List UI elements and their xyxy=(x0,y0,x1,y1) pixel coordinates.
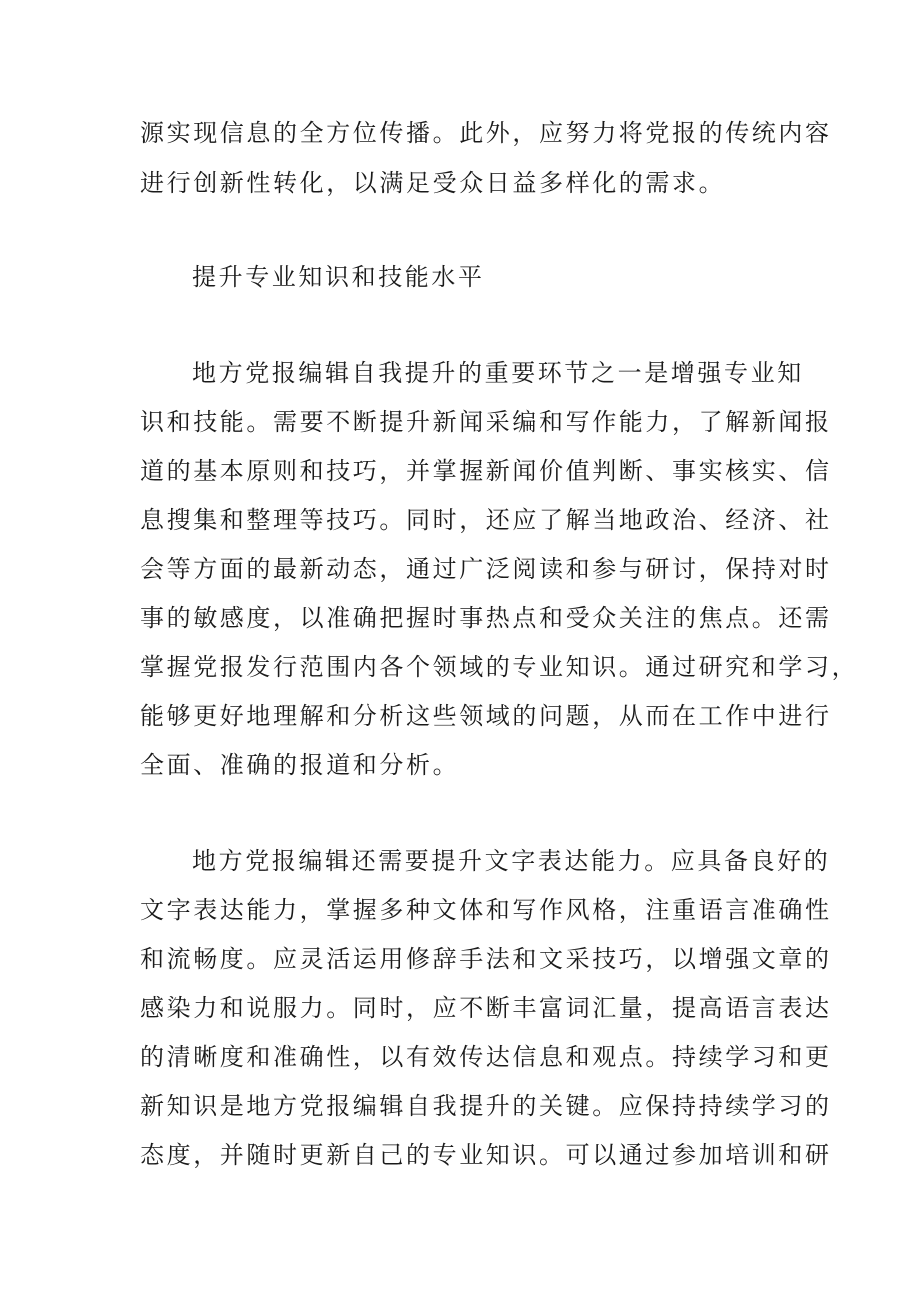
body-text-line: 态度，并随时更新自己的专业知识。可以通过参加培训和研 xyxy=(140,1141,832,1169)
body-text-line: 会等方面的最新动态，通过广泛阅读和参与研讨，保持对时 xyxy=(140,555,832,583)
paragraph-first-line: 地方党报编辑自我提升的重要环节之一是增强专业知 xyxy=(192,359,804,387)
body-text-line: 掌握党报发行范围内各个领域的专业知识。通过研究和学习， xyxy=(140,653,859,681)
body-text-line: 能够更好地理解和分析这些领域的问题，从而在工作中进行 xyxy=(140,702,832,730)
body-text-line: 的清晰度和准确性，以有效传达信息和观点。持续学习和更 xyxy=(140,1043,832,1071)
body-text-line: 事的敏感度，以准确把握时事热点和受众关注的焦点。还需 xyxy=(140,604,832,632)
body-text-line: 全面、准确的报道和分析。 xyxy=(140,751,460,779)
section-heading: 提升专业知识和技能水平 xyxy=(192,263,485,291)
body-text-line: 源实现信息的全方位传播。此外，应努力将党报的传统内容 xyxy=(140,119,832,147)
body-text-line: 息搜集和整理等技巧。同时，还应了解当地政治、经济、社 xyxy=(140,506,832,534)
body-text-line: 新知识是地方党报编辑自我提升的关键。应保持持续学习的 xyxy=(140,1092,832,1120)
body-text-line: 文字表达能力，掌握多种文体和写作风格，注重语言准确性 xyxy=(140,896,832,924)
body-text-line: 感染力和说服力。同时，应不断丰富词汇量，提高语言表达 xyxy=(140,994,832,1022)
body-text-line: 和流畅度。应灵活运用修辞手法和文采技巧，以增强文章的 xyxy=(140,945,832,973)
paragraph-first-line: 地方党报编辑还需要提升文字表达能力。应具备良好的 xyxy=(192,847,831,875)
body-text-line: 道的基本原则和技巧，并掌握新闻价值判断、事实核实、信 xyxy=(140,457,832,485)
body-text-line: 识和技能。需要不断提升新闻采编和写作能力，了解新闻报 xyxy=(140,408,832,436)
body-text-line: 进行创新性转化，以满足受众日益多样化的需求。 xyxy=(140,169,726,197)
